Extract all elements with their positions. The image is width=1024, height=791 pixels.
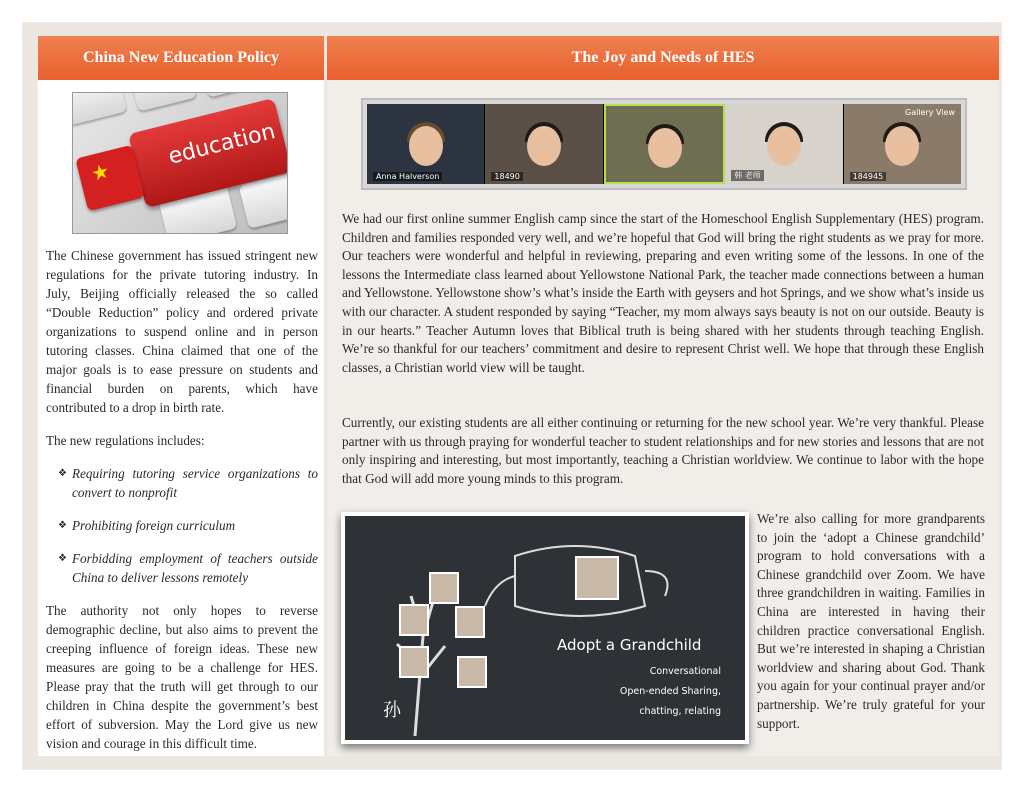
family-photo bbox=[399, 646, 429, 678]
right-paragraph-1: We had our first online summer English camp since the start of the Homeschool English Supplementary (HES) program. Children and families responded very well, and we’re hopeful that God will bring the right students as we pray for more. Our teachers were wonderful and helpful in reviewing, preparing and even writing some of the lessons. In one of the lessons the Intermediate class learned about Yellowstone National Park, the teacher made connections between a human and Yellowstone. Yellowstone show’s what’s inside the Earth with geysers and hot Springs, and we show what’s inside us with our character. A student responded by saying “Teacher, my mom always says beauty is not on our outside. Beauty is in our hearts.” Teacher Autumn loves that Biblical truth is being shared with her students through teaching English. We’re so thankful for our teachers’ commitment and desire to represent Christ well. We hope that through these English classes, a Christian world view will be taught. bbox=[342, 211, 984, 375]
family-photo bbox=[429, 572, 459, 604]
chalkboard-chinese-char: 孙 bbox=[383, 700, 401, 721]
participant-face bbox=[527, 126, 561, 166]
right-section-title: The Joy and Needs of HES bbox=[327, 36, 999, 80]
video-tile-label: 韩 老师 bbox=[731, 170, 764, 181]
grandparent-article bbox=[757, 510, 985, 733]
diamond-bullet-icon: ❖ bbox=[58, 520, 67, 531]
chalkboard-line-2: Open-ended Sharing, bbox=[619, 686, 721, 697]
participant-face bbox=[409, 126, 443, 166]
participant-face bbox=[648, 128, 682, 168]
education-key-label: education bbox=[165, 119, 278, 170]
family-photo bbox=[455, 606, 485, 638]
diamond-bullet-icon: ❖ bbox=[58, 553, 67, 564]
left-section-title: China New Education Policy bbox=[38, 36, 324, 80]
left-paragraph-3: The authority not only hopes to reverse demographic decline, but also aims to prevent the creeping influence of foreign ideas. These new measures are going to be a challenge for HES. Please pray that the truth will get through to our children in China despite the government’s best effort of subversion. May the Lord give us new vision and courage in this difficult time. bbox=[46, 603, 318, 751]
star-icon: ★ bbox=[89, 160, 112, 186]
list-item-text: Forbidding employment of teachers outside China to deliver lessons remotely bbox=[72, 551, 318, 585]
video-tile-label: Anna Halverson bbox=[373, 172, 442, 181]
list-item-text: Requiring tutoring service organizations to convert to nonprofit bbox=[72, 466, 318, 500]
video-tile-active bbox=[604, 104, 725, 184]
participant-face bbox=[885, 126, 919, 166]
list-item bbox=[58, 516, 318, 535]
left-paragraph-1: The Chinese government has issued stringent new regulations for the private tutoring industry. In July, Beijing officially released the so called “Double Reduction” policy and ordered private organizations to suspend online and in person tutoring classes. China claimed that one of the major goals is to ease pressure on students and financial burden on parents, which have contributed to a drop in birth rate. bbox=[46, 248, 318, 415]
left-paragraph-2: The new regulations includes: bbox=[46, 433, 205, 448]
chalkboard-line-1: Conversational bbox=[649, 666, 721, 677]
grandparent-photo bbox=[575, 556, 619, 600]
right-paragraph-2: Currently, our existing students are all either continuing or returning for the new school year. We’re very thankful. Please partner with us through praying for wonderful teacher to student relationships and for new stories and lessons that are not only inspiring and interesting, but most importantly, teaching a Christian worldview. We continue to labor with the hope that God will add more young minds to this program. bbox=[342, 415, 984, 486]
diamond-bullet-icon: ❖ bbox=[58, 468, 67, 479]
right-column bbox=[327, 36, 999, 756]
list-item bbox=[58, 549, 318, 587]
gallery-view-label: Gallery View bbox=[905, 108, 956, 117]
right-article-part-2 bbox=[342, 414, 984, 488]
adopt-grandchild-image bbox=[341, 512, 749, 744]
right-paragraph-3: We’re also calling for more grandparents to join the ‘adopt a Chinese grandchild’ program to hold conversations with a Chinese grandchild over Zoom. We have three grandchildren in waiting. Families in China are interested in having their children practice conversational English. But we’re interested in shaping a Christian worldview and sharing about God. Thank you again for your continual prayer and/or partnership. We’re truly grateful for your support. bbox=[757, 511, 985, 731]
video-tiles bbox=[367, 104, 961, 184]
regulations-list bbox=[46, 464, 318, 587]
left-article bbox=[46, 246, 318, 767]
list-item-text: Prohibiting foreign curriculum bbox=[72, 518, 236, 533]
right-article-part-1 bbox=[342, 210, 984, 377]
video-tile-label: 18490 bbox=[491, 172, 522, 181]
family-photo bbox=[457, 656, 487, 688]
video-tile bbox=[485, 104, 603, 184]
video-tile bbox=[725, 104, 843, 184]
left-column bbox=[38, 36, 324, 756]
list-item bbox=[58, 464, 318, 502]
video-tile bbox=[844, 104, 961, 184]
education-keyboard-image bbox=[72, 92, 288, 234]
participant-face bbox=[767, 126, 801, 166]
chalkboard-title: Adopt a Grandchild bbox=[557, 636, 702, 654]
chalkboard-line-3: chatting, relating bbox=[639, 706, 721, 717]
video-tile-label: 184945 bbox=[850, 172, 887, 181]
family-photo bbox=[399, 604, 429, 636]
video-tile bbox=[367, 104, 485, 184]
zoom-gallery-image bbox=[361, 98, 967, 190]
